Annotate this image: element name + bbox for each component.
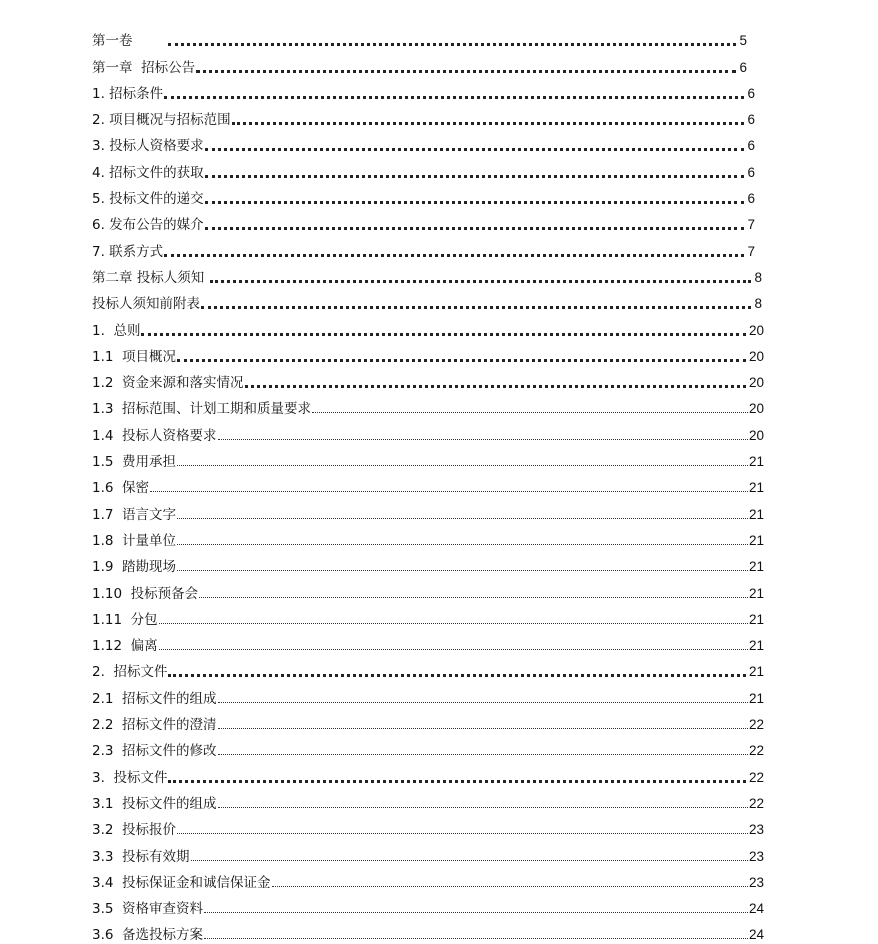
toc-entry[interactable] — [92, 366, 764, 392]
toc-entry[interactable] — [92, 839, 764, 865]
toc-entry[interactable] — [92, 892, 764, 918]
toc-entry[interactable] — [92, 287, 762, 313]
toc-page-number: 8 — [754, 269, 762, 285]
toc-entry[interactable] — [92, 129, 755, 155]
toc-entry[interactable] — [92, 50, 747, 76]
toc-entry-title: 2. 项目概况与招标范围 — [92, 112, 231, 129]
toc-entry-title: 1.10 投标预备会 — [92, 585, 199, 602]
toc-dot-leader — [218, 754, 748, 755]
toc-dot-leader — [196, 70, 736, 73]
toc-entry-title: 1.3 招标范围、计划工期和质量要求 — [92, 401, 312, 418]
toc-page-number: 7 — [747, 243, 755, 259]
toc-dot-leader — [168, 780, 746, 783]
table-of-contents — [92, 24, 772, 944]
toc-dot-leader — [168, 43, 737, 46]
toc-entry[interactable] — [92, 734, 764, 760]
toc-page-number: 22 — [748, 717, 764, 733]
toc-page-number: 21 — [748, 664, 764, 680]
toc-entry[interactable] — [92, 708, 764, 734]
toc-page-number: 22 — [748, 769, 764, 785]
toc-page-number: 21 — [748, 506, 764, 522]
toc-entry-title: 1.4 投标人资格要求 — [92, 427, 217, 444]
toc-dot-leader — [164, 254, 744, 257]
toc-page-number: 24 — [748, 927, 764, 943]
toc-page-number: 21 — [748, 611, 764, 627]
toc-page-number: 6 — [739, 59, 747, 75]
toc-entry[interactable] — [92, 313, 764, 339]
toc-dot-leader — [205, 227, 745, 230]
toc-dot-leader — [141, 333, 746, 336]
toc-dot-leader — [177, 359, 746, 362]
toc-page-number: 20 — [748, 375, 764, 391]
toc-entry[interactable] — [92, 182, 755, 208]
toc-dot-leader — [168, 674, 746, 677]
toc-page-number: 21 — [748, 454, 764, 470]
toc-page-number: 6 — [747, 112, 755, 128]
toc-entry[interactable] — [92, 550, 764, 576]
toc-dot-leader — [204, 938, 748, 939]
toc-entry-title: 第二章 投标人须知 — [92, 269, 209, 286]
toc-entry[interactable] — [92, 629, 764, 655]
toc-dot-leader — [150, 491, 748, 492]
toc-entry-title: 2.2 招标文件的澄清 — [92, 717, 217, 734]
toc-entry-title: 1.8 计量单位 — [92, 532, 177, 549]
toc-entry-title: 3.4 投标保证金和诚信保证金 — [92, 874, 271, 891]
toc-dot-leader — [210, 280, 752, 283]
toc-dot-leader — [159, 649, 748, 650]
toc-entry[interactable] — [92, 77, 755, 103]
toc-dot-leader — [159, 623, 748, 624]
toc-page-number: 21 — [748, 532, 764, 548]
toc-dot-leader — [205, 201, 745, 204]
toc-entry-title: 6. 发布公告的媒介 — [92, 217, 204, 234]
toc-entry[interactable] — [92, 787, 764, 813]
toc-entry[interactable] — [92, 524, 764, 550]
toc-entry[interactable] — [92, 813, 764, 839]
toc-entry[interactable] — [92, 103, 755, 129]
toc-dot-leader — [177, 465, 748, 466]
toc-page-number: 23 — [748, 874, 764, 890]
toc-entry-title: 3.2 投标报价 — [92, 822, 177, 839]
toc-entry[interactable] — [92, 655, 764, 681]
toc-entry[interactable] — [92, 471, 764, 497]
toc-page-number: 20 — [748, 322, 764, 338]
toc-dot-leader — [201, 306, 751, 309]
toc-page-number: 20 — [748, 427, 764, 443]
toc-dot-leader — [312, 412, 748, 413]
toc-entry[interactable] — [92, 261, 762, 287]
toc-dot-leader — [204, 912, 748, 913]
toc-page-number: 22 — [748, 795, 764, 811]
toc-entry-title: 2.3 招标文件的修改 — [92, 743, 217, 760]
toc-entry-title: 3.3 投标有效期 — [92, 848, 190, 865]
toc-entry[interactable] — [92, 866, 764, 892]
toc-dot-leader — [199, 597, 748, 598]
toc-entry-title: 第一卷 — [92, 33, 167, 50]
toc-dot-leader — [177, 518, 748, 519]
toc-entry-title: 1.11 分包 — [92, 611, 158, 628]
toc-entry[interactable] — [92, 418, 764, 444]
toc-entry-title: 1.9 踏勘现场 — [92, 559, 177, 576]
toc-page-number: 21 — [748, 638, 764, 654]
toc-page-number: 21 — [748, 559, 764, 575]
toc-dot-leader — [218, 439, 748, 440]
toc-entry-title: 3. 投标文件 — [92, 769, 168, 786]
toc-entry[interactable] — [92, 445, 764, 471]
toc-page-number: 21 — [748, 690, 764, 706]
toc-dot-leader — [205, 148, 745, 151]
toc-entry-title: 1.1 项目概况 — [92, 348, 177, 365]
toc-entry[interactable] — [92, 576, 764, 602]
toc-entry-title: 3.5 资格审查资料 — [92, 901, 204, 918]
toc-page-number: 6 — [747, 138, 755, 154]
toc-entry[interactable] — [92, 918, 764, 944]
toc-page-number: 20 — [748, 401, 764, 417]
toc-entry-title: 1.6 保密 — [92, 480, 150, 497]
toc-page-number: 21 — [748, 480, 764, 496]
toc-entry-title: 1.7 语言文字 — [92, 506, 177, 523]
toc-dot-leader — [177, 570, 748, 571]
toc-dot-leader — [218, 702, 748, 703]
toc-entry-title: 3.1 投标文件的组成 — [92, 795, 217, 812]
toc-page-number: 6 — [747, 85, 755, 101]
toc-page-number: 22 — [748, 743, 764, 759]
toc-entry[interactable] — [92, 234, 755, 260]
toc-page-number: 6 — [747, 164, 755, 180]
toc-entry[interactable] — [92, 24, 747, 50]
toc-dot-leader — [177, 833, 748, 834]
toc-entry-title: 1.5 费用承担 — [92, 454, 177, 471]
toc-entry-title: 1. 招标条件 — [92, 85, 164, 102]
toc-dot-leader — [272, 886, 748, 887]
toc-entry-title: 投标人须知前附表 — [92, 296, 200, 313]
toc-entry-title: 5. 投标文件的递交 — [92, 191, 204, 208]
toc-entry-title: 3. 投标人资格要求 — [92, 138, 204, 155]
toc-entry[interactable] — [92, 208, 755, 234]
toc-entry-title: 3.6 备选投标方案 — [92, 927, 204, 944]
toc-entry-title: 4. 招标文件的获取 — [92, 164, 204, 181]
toc-dot-leader — [245, 385, 746, 388]
toc-entry[interactable] — [92, 497, 764, 523]
toc-entry[interactable] — [92, 392, 764, 418]
toc-dot-leader — [218, 728, 748, 729]
toc-dot-leader — [205, 175, 745, 178]
toc-page-number: 6 — [747, 191, 755, 207]
toc-page-number: 24 — [748, 901, 764, 917]
toc-entry-title: 1. 总则 — [92, 322, 141, 339]
toc-entry[interactable] — [92, 760, 764, 786]
toc-entry[interactable] — [92, 603, 764, 629]
toc-page-number: 5 — [739, 33, 747, 49]
toc-page-number: 7 — [747, 217, 755, 233]
toc-entry[interactable] — [92, 155, 755, 181]
toc-entry-title: 7. 联系方式 — [92, 243, 164, 260]
toc-entry[interactable] — [92, 340, 764, 366]
toc-dot-leader — [218, 807, 748, 808]
toc-entry-title: 1.2 资金来源和落实情况 — [92, 375, 244, 392]
toc-page-number: 21 — [748, 585, 764, 601]
toc-entry-title: 第一章 招标公告 — [92, 59, 196, 76]
toc-entry-title: 1.12 偏离 — [92, 638, 158, 655]
toc-dot-leader — [164, 96, 744, 99]
toc-dot-leader — [191, 860, 748, 861]
toc-dot-leader — [177, 544, 748, 545]
toc-page-number: 8 — [754, 296, 762, 312]
toc-page-number: 23 — [748, 822, 764, 838]
toc-entry[interactable] — [92, 681, 764, 707]
toc-dot-leader — [232, 122, 745, 125]
toc-entry-title: 2. 招标文件 — [92, 664, 168, 681]
toc-page-number: 23 — [748, 848, 764, 864]
toc-entry-title: 2.1 招标文件的组成 — [92, 690, 217, 707]
toc-page-number: 20 — [748, 348, 764, 364]
